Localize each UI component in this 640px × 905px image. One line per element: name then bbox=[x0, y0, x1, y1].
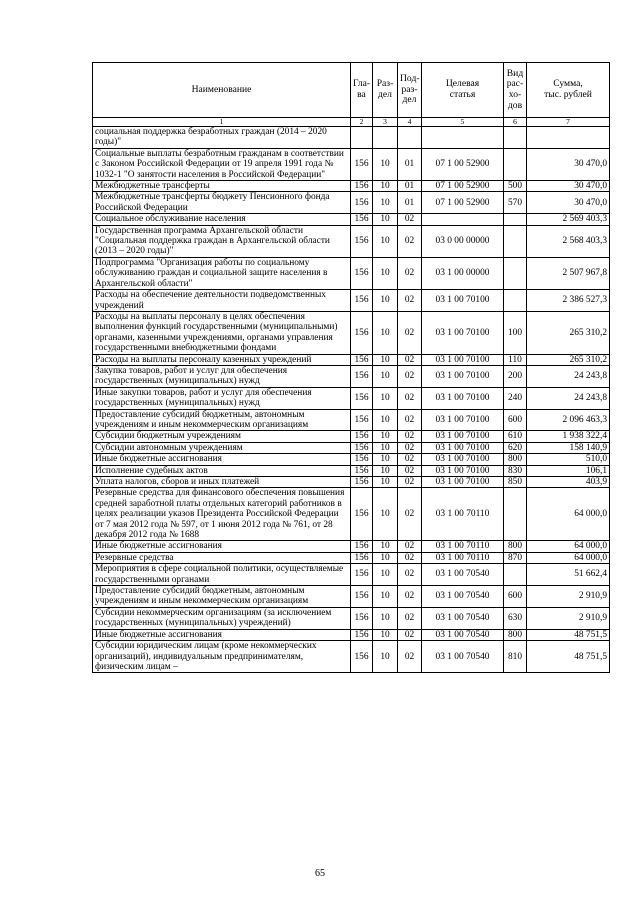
cell-glava: 156 bbox=[351, 541, 373, 552]
cell-vid bbox=[504, 564, 527, 586]
cell-podrazdel: 02 bbox=[398, 311, 422, 354]
cell-razdel: 10 bbox=[373, 552, 398, 563]
table-row bbox=[93, 365, 610, 387]
cell-podrazdel: 02 bbox=[398, 257, 422, 289]
cell-name: Иные бюджетные ассигнования bbox=[93, 541, 351, 552]
cell-statya: 07 1 00 52900 bbox=[422, 148, 504, 180]
cell-podrazdel: 02 bbox=[398, 465, 422, 476]
cell-name: Иные бюджетные ассигнования bbox=[93, 454, 351, 465]
cell-statya: 03 1 00 70100 bbox=[422, 365, 504, 387]
cell-name: Межбюджетные трансферты бюджету Пенсионного фонда Российской Федерации bbox=[93, 192, 351, 214]
cell-statya: 03 1 00 70110 bbox=[422, 552, 504, 563]
cell-vid: 200 bbox=[504, 365, 527, 387]
cell-summa: 106,1 bbox=[527, 465, 610, 476]
cell-razdel: 10 bbox=[373, 477, 398, 488]
cell-razdel: 10 bbox=[373, 564, 398, 586]
cell-podrazdel: 02 bbox=[398, 431, 422, 442]
cell-name: социальная поддержка безработных граждан (2014 – 2020 годы)" bbox=[93, 127, 351, 149]
cell-podrazdel: 02 bbox=[398, 354, 422, 365]
cell-glava: 156 bbox=[351, 354, 373, 365]
cell-summa: 2 568 403,3 bbox=[527, 225, 610, 257]
cell-name: Социальные выплаты безработным гражданам в соответствии с Законом Российской Федерации от 19 апреля 1991 года № 1032-1 "О занятости населения в Российской Федерации" bbox=[93, 148, 351, 180]
cell-razdel: 10 bbox=[373, 192, 398, 214]
cell-summa: 64 000,0 bbox=[527, 541, 610, 552]
cell-statya: 03 1 00 70100 bbox=[422, 387, 504, 409]
cell-podrazdel: 02 bbox=[398, 607, 422, 629]
cell-podrazdel: 02 bbox=[398, 477, 422, 488]
table-row bbox=[93, 564, 610, 586]
cell-glava: 156 bbox=[351, 586, 373, 608]
table-row bbox=[93, 127, 610, 149]
cell-podrazdel: 02 bbox=[398, 564, 422, 586]
table-row bbox=[93, 454, 610, 465]
cell-name: Межбюджетные трансферты bbox=[93, 181, 351, 192]
cell-razdel: 10 bbox=[373, 365, 398, 387]
cell-glava: 156 bbox=[351, 365, 373, 387]
cell-glava: 156 bbox=[351, 607, 373, 629]
cell-vid: 850 bbox=[504, 477, 527, 488]
cell-vid: 870 bbox=[504, 552, 527, 563]
header-statya: Целевая статья bbox=[422, 63, 504, 118]
table-row bbox=[93, 552, 610, 563]
cell-podrazdel: 02 bbox=[398, 225, 422, 257]
table-row bbox=[93, 465, 610, 476]
column-number: 7 bbox=[527, 118, 610, 127]
cell-summa: 48 751,5 bbox=[527, 629, 610, 640]
cell-statya: 07 1 00 52900 bbox=[422, 192, 504, 214]
cell-vid bbox=[504, 488, 527, 541]
cell-podrazdel: 02 bbox=[398, 541, 422, 552]
cell-glava: 156 bbox=[351, 465, 373, 476]
cell-vid: 500 bbox=[504, 181, 527, 192]
cell-razdel bbox=[373, 127, 398, 149]
cell-summa: 24 243,8 bbox=[527, 365, 610, 387]
cell-vid: 800 bbox=[504, 629, 527, 640]
column-number: 5 bbox=[422, 118, 504, 127]
cell-vid bbox=[504, 127, 527, 149]
cell-podrazdel: 02 bbox=[398, 365, 422, 387]
budget-table bbox=[92, 62, 610, 673]
cell-vid: 620 bbox=[504, 442, 527, 453]
cell-name: Предоставление субсидий бюджетным, автономным учреждениям и иным некоммерческим организациям bbox=[93, 409, 351, 431]
cell-summa bbox=[527, 127, 610, 149]
column-number: 4 bbox=[398, 118, 422, 127]
cell-razdel: 10 bbox=[373, 442, 398, 453]
cell-summa: 2 386 527,3 bbox=[527, 290, 610, 312]
cell-name: Субсидии бюджетным учреждениям bbox=[93, 431, 351, 442]
cell-vid bbox=[504, 214, 527, 225]
cell-summa: 30 470,0 bbox=[527, 181, 610, 192]
cell-statya bbox=[422, 127, 504, 149]
cell-glava: 156 bbox=[351, 454, 373, 465]
cell-summa: 510,0 bbox=[527, 454, 610, 465]
cell-name: Уплата налогов, сборов и иных платежей bbox=[93, 477, 351, 488]
table-row bbox=[93, 225, 610, 257]
cell-name: Мероприятия в сфере социальной политики, осуществляемые государственными органами bbox=[93, 564, 351, 586]
cell-glava: 156 bbox=[351, 431, 373, 442]
cell-vid: 800 bbox=[504, 541, 527, 552]
cell-podrazdel: 02 bbox=[398, 387, 422, 409]
cell-name: Субсидии некоммерческим организациям (за исключением государственных (муниципальных) учреждений) bbox=[93, 607, 351, 629]
cell-glava: 156 bbox=[351, 214, 373, 225]
cell-vid: 600 bbox=[504, 409, 527, 431]
cell-name: Закупка товаров, работ и услуг для обеспечения государственных (муниципальных) нужд bbox=[93, 365, 351, 387]
cell-glava: 156 bbox=[351, 311, 373, 354]
cell-glava bbox=[351, 127, 373, 149]
cell-vid bbox=[504, 290, 527, 312]
table-row bbox=[93, 311, 610, 354]
cell-podrazdel: 02 bbox=[398, 488, 422, 541]
cell-name: Социальное обслуживание населения bbox=[93, 214, 351, 225]
cell-name: Предоставление субсидий бюджетным, автономным учреждениям и иным некоммерческим организациям bbox=[93, 586, 351, 608]
table-row bbox=[93, 387, 610, 409]
table-row bbox=[93, 629, 610, 640]
cell-razdel: 10 bbox=[373, 311, 398, 354]
cell-razdel: 10 bbox=[373, 225, 398, 257]
cell-razdel: 10 bbox=[373, 607, 398, 629]
cell-statya: 03 1 00 70100 bbox=[422, 442, 504, 453]
table-row bbox=[93, 192, 610, 214]
cell-vid: 240 bbox=[504, 387, 527, 409]
cell-razdel: 10 bbox=[373, 354, 398, 365]
cell-name: Резервные средства для финансового обеспечения повышения средней заработной платы отдельных категорий работников в целях реализации указов Президента Российской Федерации от 7 мая 2012 года № 597, от 1 июня 2012 года № 761, от 28 декабря 2012 года № 1688 bbox=[93, 488, 351, 541]
table-row bbox=[93, 354, 610, 365]
cell-name: Расходы на обеспечение деятельности подведомственных учреждений bbox=[93, 290, 351, 312]
cell-vid: 600 bbox=[504, 586, 527, 608]
cell-razdel: 10 bbox=[373, 454, 398, 465]
table-body bbox=[93, 127, 610, 673]
cell-summa: 265 310,2 bbox=[527, 354, 610, 365]
cell-statya bbox=[422, 214, 504, 225]
cell-summa: 2 507 967,8 bbox=[527, 257, 610, 289]
cell-name: Исполнение судебных актов bbox=[93, 465, 351, 476]
cell-vid: 100 bbox=[504, 311, 527, 354]
cell-glava: 156 bbox=[351, 290, 373, 312]
cell-name: Подпрограмма "Организация работы по социальному обслуживанию граждан и социальной защите населения в Архангельской области" bbox=[93, 257, 351, 289]
cell-statya: 03 1 00 70100 bbox=[422, 409, 504, 431]
cell-glava: 156 bbox=[351, 477, 373, 488]
cell-name: Расходы на выплаты персоналу казенных учреждений bbox=[93, 354, 351, 365]
cell-razdel: 10 bbox=[373, 409, 398, 431]
cell-name: Субсидии юридическим лицам (кроме некоммерческих организаций), индивидуальным предпринимателям, физическим лицам – bbox=[93, 641, 351, 673]
table-row bbox=[93, 641, 610, 673]
cell-podrazdel: 02 bbox=[398, 552, 422, 563]
table-row bbox=[93, 477, 610, 488]
table-row bbox=[93, 214, 610, 225]
cell-summa: 51 662,4 bbox=[527, 564, 610, 586]
header-glava: Гла- ва bbox=[351, 63, 373, 118]
cell-podrazdel: 01 bbox=[398, 192, 422, 214]
table-row bbox=[93, 148, 610, 180]
cell-statya: 07 1 00 52900 bbox=[422, 181, 504, 192]
cell-vid: 630 bbox=[504, 607, 527, 629]
cell-vid bbox=[504, 225, 527, 257]
cell-statya: 03 1 00 70540 bbox=[422, 641, 504, 673]
cell-name: Государственная программа Архангельской области "Социальная поддержка граждан в Архангельской области (2013 – 2020 годы)" bbox=[93, 225, 351, 257]
cell-razdel: 10 bbox=[373, 488, 398, 541]
cell-vid: 610 bbox=[504, 431, 527, 442]
cell-razdel: 10 bbox=[373, 586, 398, 608]
cell-statya: 03 1 00 70540 bbox=[422, 564, 504, 586]
page-number: 65 bbox=[315, 868, 325, 879]
cell-vid: 810 bbox=[504, 641, 527, 673]
cell-glava: 156 bbox=[351, 409, 373, 431]
cell-statya: 03 1 00 70100 bbox=[422, 465, 504, 476]
cell-razdel: 10 bbox=[373, 148, 398, 180]
table-row bbox=[93, 257, 610, 289]
table-row bbox=[93, 607, 610, 629]
cell-podrazdel: 02 bbox=[398, 586, 422, 608]
cell-podrazdel: 02 bbox=[398, 641, 422, 673]
cell-summa: 30 470,0 bbox=[527, 148, 610, 180]
cell-glava: 156 bbox=[351, 629, 373, 640]
cell-razdel: 10 bbox=[373, 541, 398, 552]
cell-statya: 03 1 00 70110 bbox=[422, 488, 504, 541]
cell-podrazdel: 02 bbox=[398, 290, 422, 312]
cell-glava: 156 bbox=[351, 442, 373, 453]
cell-summa: 2 096 463,3 bbox=[527, 409, 610, 431]
table-row bbox=[93, 409, 610, 431]
cell-summa: 158 140,9 bbox=[527, 442, 610, 453]
cell-razdel: 10 bbox=[373, 214, 398, 225]
cell-statya: 03 1 00 70100 bbox=[422, 311, 504, 354]
cell-summa: 30 470,0 bbox=[527, 192, 610, 214]
cell-summa: 64 000,0 bbox=[527, 488, 610, 541]
cell-glava: 156 bbox=[351, 564, 373, 586]
cell-name: Расходы на выплаты персоналу в целях обеспечения выполнения функций государственными (муниципальными) органами, казенными учреждениями, органами управления государственными внебюджетными фондами bbox=[93, 311, 351, 354]
cell-podrazdel: 02 bbox=[398, 629, 422, 640]
cell-vid: 830 bbox=[504, 465, 527, 476]
cell-summa: 2 910,9 bbox=[527, 586, 610, 608]
header-razdel: Раз- дел bbox=[373, 63, 398, 118]
header-summa: Сумма, тыс. рублей bbox=[527, 63, 610, 118]
cell-name: Иные закупки товаров, работ и услуг для обеспечения государственных (муниципальных) нужд bbox=[93, 387, 351, 409]
cell-statya: 03 1 00 70100 bbox=[422, 354, 504, 365]
cell-glava: 156 bbox=[351, 257, 373, 289]
cell-glava: 156 bbox=[351, 181, 373, 192]
column-number: 6 bbox=[504, 118, 527, 127]
cell-statya: 03 0 00 00000 bbox=[422, 225, 504, 257]
cell-vid bbox=[504, 257, 527, 289]
header-podrazdel: Под- раз- дел bbox=[398, 63, 422, 118]
cell-summa: 1 938 322,4 bbox=[527, 431, 610, 442]
cell-glava: 156 bbox=[351, 641, 373, 673]
cell-statya: 03 1 00 70540 bbox=[422, 607, 504, 629]
cell-glava: 156 bbox=[351, 148, 373, 180]
cell-summa: 48 751,5 bbox=[527, 641, 610, 673]
table-row bbox=[93, 431, 610, 442]
cell-summa: 2 910,9 bbox=[527, 607, 610, 629]
cell-podrazdel: 01 bbox=[398, 148, 422, 180]
cell-glava: 156 bbox=[351, 192, 373, 214]
cell-statya: 03 1 00 70100 bbox=[422, 431, 504, 442]
cell-podrazdel: 02 bbox=[398, 214, 422, 225]
cell-summa: 403,9 bbox=[527, 477, 610, 488]
column-number: 2 bbox=[351, 118, 373, 127]
cell-razdel: 10 bbox=[373, 641, 398, 673]
table-row bbox=[93, 290, 610, 312]
cell-podrazdel: 02 bbox=[398, 442, 422, 453]
cell-statya: 03 1 00 70100 bbox=[422, 477, 504, 488]
cell-vid bbox=[504, 148, 527, 180]
cell-razdel: 10 bbox=[373, 431, 398, 442]
cell-summa: 24 243,8 bbox=[527, 387, 610, 409]
cell-razdel: 10 bbox=[373, 290, 398, 312]
column-number: 1 bbox=[93, 118, 351, 127]
cell-statya: 03 1 00 70540 bbox=[422, 586, 504, 608]
cell-summa: 2 569 403,3 bbox=[527, 214, 610, 225]
cell-razdel: 10 bbox=[373, 387, 398, 409]
cell-summa: 265 310,2 bbox=[527, 311, 610, 354]
table-row bbox=[93, 488, 610, 541]
header-vid: Вид рас- хо- дов bbox=[504, 63, 527, 118]
cell-statya: 03 1 00 70100 bbox=[422, 290, 504, 312]
cell-podrazdel bbox=[398, 127, 422, 149]
cell-statya: 03 1 00 70110 bbox=[422, 541, 504, 552]
cell-statya: 03 1 00 70540 bbox=[422, 629, 504, 640]
cell-razdel: 10 bbox=[373, 629, 398, 640]
cell-summa: 64 000,0 bbox=[527, 552, 610, 563]
header-name: Наименование bbox=[93, 63, 351, 118]
cell-glava: 156 bbox=[351, 488, 373, 541]
cell-glava: 156 bbox=[351, 552, 373, 563]
header-row bbox=[93, 63, 610, 118]
cell-glava: 156 bbox=[351, 387, 373, 409]
cell-podrazdel: 02 bbox=[398, 409, 422, 431]
cell-vid: 800 bbox=[504, 454, 527, 465]
table-row bbox=[93, 541, 610, 552]
cell-statya: 03 1 00 00000 bbox=[422, 257, 504, 289]
cell-glava: 156 bbox=[351, 225, 373, 257]
cell-vid: 110 bbox=[504, 354, 527, 365]
cell-razdel: 10 bbox=[373, 181, 398, 192]
cell-statya: 03 1 00 70100 bbox=[422, 454, 504, 465]
cell-name: Субсидии автономным учреждениям bbox=[93, 442, 351, 453]
cell-podrazdel: 02 bbox=[398, 454, 422, 465]
cell-podrazdel: 01 bbox=[398, 181, 422, 192]
cell-name: Иные бюджетные ассигнования bbox=[93, 629, 351, 640]
cell-vid: 570 bbox=[504, 192, 527, 214]
table-row bbox=[93, 181, 610, 192]
cell-razdel: 10 bbox=[373, 465, 398, 476]
column-number: 3 bbox=[373, 118, 398, 127]
table-row bbox=[93, 586, 610, 608]
column-numbers-row bbox=[93, 118, 610, 127]
cell-razdel: 10 bbox=[373, 257, 398, 289]
table-row bbox=[93, 442, 610, 453]
cell-name: Резервные средства bbox=[93, 552, 351, 563]
